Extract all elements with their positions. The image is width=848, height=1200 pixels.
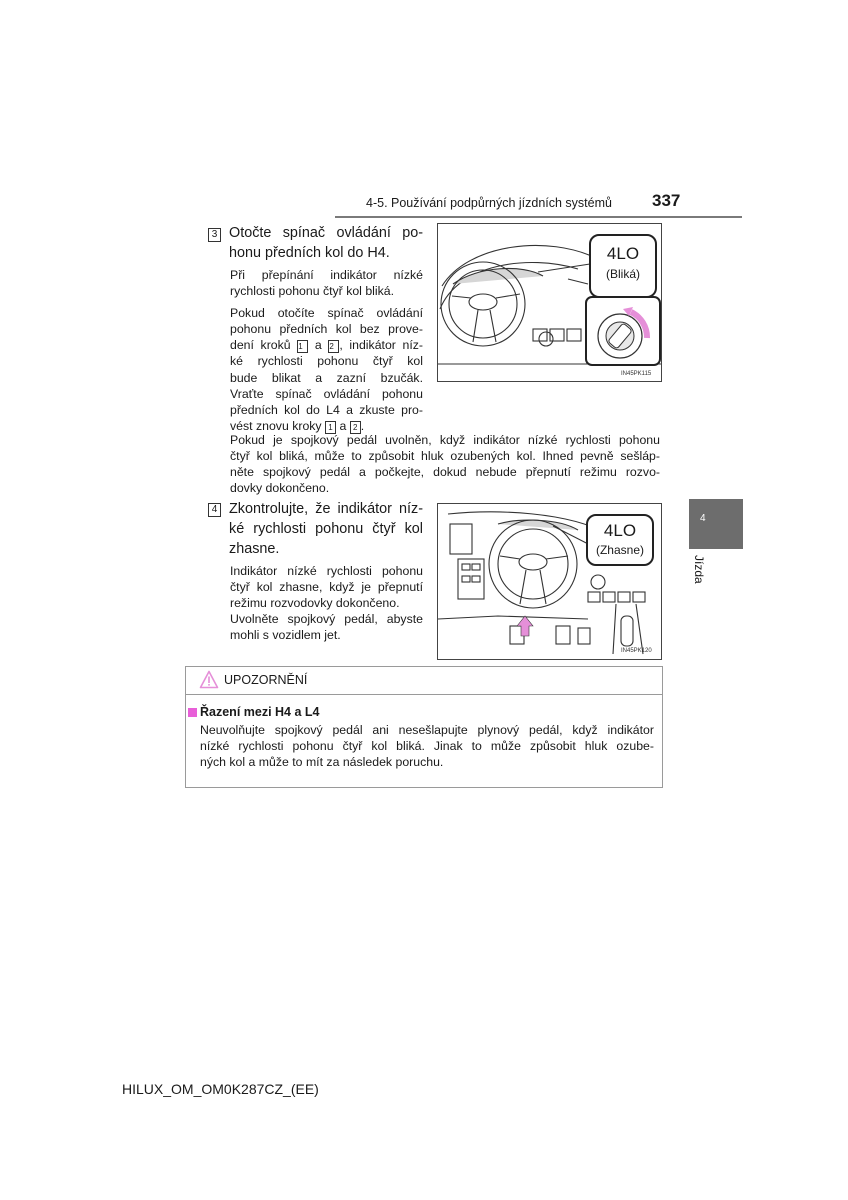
step-3-text bbox=[230, 267, 423, 434]
text-line: něte spojkový pedál a počkejte, dokud nebude přepnutí režimu rozvo- bbox=[230, 465, 660, 480]
step-4-heading-line: ké rychlosti pohonu čtyř kol bbox=[229, 521, 423, 537]
figure-dashboard-4lo-blinking bbox=[437, 223, 662, 382]
indicator-callout bbox=[589, 234, 657, 298]
step-4-number: 4 bbox=[208, 503, 221, 517]
text-line bbox=[230, 337, 423, 353]
text-line: bude blikat a zazní bzučák. bbox=[230, 370, 423, 385]
warning-text bbox=[200, 722, 654, 770]
warning-subheading bbox=[188, 705, 320, 719]
bullet-square-icon bbox=[188, 708, 197, 717]
text-line: Při přepínání indikátor nízké bbox=[230, 268, 423, 282]
step-4-heading bbox=[229, 499, 423, 559]
text-line: Pokud je spojkový pedál uvolněn, když indikátor nízké rychlosti pohonu bbox=[230, 433, 660, 447]
figure-code: IN45PK115 bbox=[621, 371, 652, 377]
text-line: Neuvolňujte spojkový pedál ani nesešlapujte plynový pedál, když indikátor bbox=[200, 723, 654, 737]
step-3-heading-line: honu předních kol do H4. bbox=[229, 245, 390, 261]
text-line: předních kol do L4 a zkuste pro- bbox=[230, 402, 423, 417]
chapter-tab-label: Jízda bbox=[692, 555, 706, 584]
chapter-tab-number: 4 bbox=[700, 513, 706, 524]
warning-triangle-icon bbox=[199, 670, 219, 689]
text-line: mohli s vozidlem jet. bbox=[230, 628, 341, 643]
text-line: Uvolněte spojkový pedál, abyste bbox=[230, 612, 423, 627]
indicator-state: (Bliká) bbox=[605, 267, 640, 281]
text-line: pohonu předních kol bez prove- bbox=[230, 322, 423, 337]
warning-title: UPOZORNĚNÍ bbox=[224, 673, 308, 687]
text-part: . bbox=[360, 418, 365, 433]
text-line: dovky dokončeno. bbox=[230, 481, 330, 496]
header-rule bbox=[335, 216, 742, 218]
text-line: režimu rozvodovky dokončeno. bbox=[230, 596, 400, 611]
page-number: 337 bbox=[652, 191, 681, 210]
text-line: Pokud otočíte spínač ovládání bbox=[230, 306, 423, 321]
text-line: ných kol a může to mít za následek poruchu. bbox=[200, 755, 444, 770]
section-title: 4-5. Používání podpůrných jízdních systémů bbox=[366, 196, 612, 210]
step-3-heading bbox=[229, 223, 423, 263]
step-3-clutch-note bbox=[230, 432, 660, 496]
step-3-heading-line: Otočte spínač ovládání po- bbox=[229, 225, 423, 241]
rotary-switch-icon bbox=[587, 298, 659, 364]
document-code: HILUX_OM_OM0K287CZ_(EE) bbox=[122, 1081, 319, 1097]
step-reference: 1 bbox=[297, 340, 308, 353]
indicator-callout bbox=[586, 514, 654, 566]
transfer-switch-inset bbox=[585, 296, 661, 366]
text-part: a bbox=[339, 418, 347, 433]
step-reference: 1 bbox=[325, 421, 336, 434]
text-line: Indikátor nízké rychlosti pohonu bbox=[230, 564, 423, 578]
text-line: čtyř kol zhasne, když je přepnutí bbox=[230, 580, 423, 595]
indicator-label: 4LO bbox=[606, 244, 640, 263]
text-part: dení kroků bbox=[230, 338, 291, 353]
step-4-heading-line: Zkontrolujte, že indikátor níz- bbox=[229, 501, 423, 517]
indicator-label: 4LO bbox=[603, 521, 637, 540]
indicator-state: (Zhasne) bbox=[595, 543, 645, 557]
step-4-text bbox=[230, 563, 423, 643]
text-line: Vraťte spínač ovládání pohonu bbox=[230, 386, 423, 401]
step-3-number: 3 bbox=[208, 228, 221, 242]
step-reference: 2 bbox=[350, 421, 361, 434]
text-part: , indikátor níz- bbox=[339, 338, 423, 353]
text-line: nízké rychlosti pohonu čtyř kol bliká. Jinak to může způsobit hluk ozube- bbox=[200, 739, 654, 754]
text-part: a bbox=[314, 338, 322, 353]
text-line: čtyř kol bliká, může to způsobit hluk ozubených kol. Ihned pevně sešláp- bbox=[230, 449, 660, 464]
step-reference: 2 bbox=[328, 340, 339, 353]
warning-subheading-text: Řazení mezi H4 a L4 bbox=[200, 705, 320, 719]
figure-code: IN45PK120 bbox=[621, 648, 652, 654]
step-4-heading-line: zhasne. bbox=[229, 541, 280, 557]
text-line: rychlosti pohonu čtyř kol bliká. bbox=[230, 284, 395, 299]
figure-dashboard-4lo-off bbox=[437, 503, 662, 660]
text-line: ké rychlosti pohonu čtyř kol bbox=[230, 354, 423, 369]
chapter-tab[interactable] bbox=[689, 499, 743, 549]
text-part: vést znovu kroky bbox=[230, 418, 322, 433]
